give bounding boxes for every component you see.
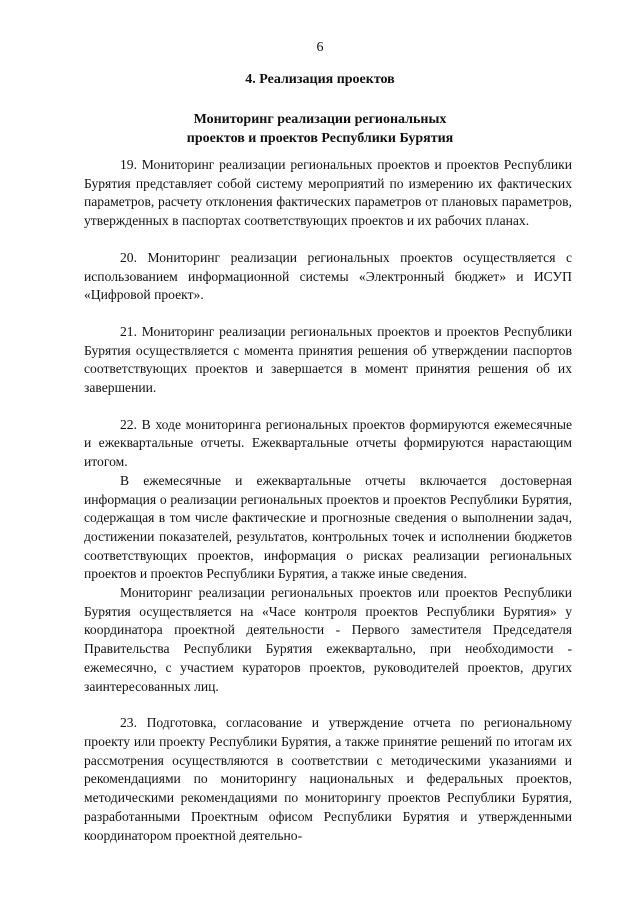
paragraph-22-control-hour: Мониторинг реализации региональных проектов или проектов Республики Бурятия осуществляется на «Часе контроля проектов Республики Бурятия» у координатора проектной деятельности - Первого заместителя Председателя Правительства Республики Бурятия ежеквартально, при необходимости - ежемесячно, с участием кураторов проектов, руководителей проектов, других заинтересованных лиц.	[84, 585, 572, 694]
paragraph-20: 20. Мониторинг реализации региональных проектов осуществляется с использованием информационной системы «Электронный бюджет» и ИСУП «Цифровой проект».	[84, 249, 572, 303]
subheading-line-2: проектов и проектов Республики Бурятия	[186, 131, 454, 146]
section-subheading	[0, 110, 640, 148]
subheading-line-1: Мониторинг реализации региональных	[193, 112, 447, 127]
page-number: 6	[316, 40, 324, 55]
document-body	[84, 156, 572, 845]
paragraph-19: 19. Мониторинг реализации региональных проектов и проектов Республики Бурятия представляет собой систему мероприятий по измерению их фактических параметров, расчету отклонения фактических параметров от плановых параметров, утвержденных в паспортах соответствующих проектов и их рабочих планах.	[84, 157, 572, 229]
section-heading: 4. Реализация проектов	[245, 72, 395, 87]
paragraph-22: 22. В ходе мониторинга региональных проектов формируются ежемесячные и ежеквартальные отчеты. Ежеквартальные отчеты формируются нарастающим итогом.	[84, 416, 572, 470]
paragraph-21: 21. Мониторинг реализации региональных проектов и проектов Республики Бурятия осуществляется с момента принятия решения об утверждении паспортов соответствующих проектов и завершается в момент принятия решения об их завершении.	[84, 323, 572, 396]
paragraph-22-reports-content: В ежемесячные и ежеквартальные отчеты включается достоверная информация о реализации региональных проектов и проектов Республики Бурятия, содержащая в том числе фактические и прогнозные сведения о выполнении задач, достижении показателей, результатов, контрольных точек и исполнении бюджетов соответствующих проектов, информация о рисках реализации региональных проектов и проектов Республики Бурятия, а также иные сведения.	[84, 472, 572, 582]
paragraph-23: 23. Подготовка, согласование и утверждение отчета по региональному проекту или проекту Республики Бурятия, а также принятие решений по итогам их рассмотрения осуществляются в соответствии с методическими указаниями и рекомендациями по мониторингу национальных и федеральных проектов, методическими рекомендациями по мониторингу проектов Республики Бурятия, разработанными Проектным офисом Республики Бурятия и утвержденными координатором проектной деятельно-	[84, 715, 572, 843]
